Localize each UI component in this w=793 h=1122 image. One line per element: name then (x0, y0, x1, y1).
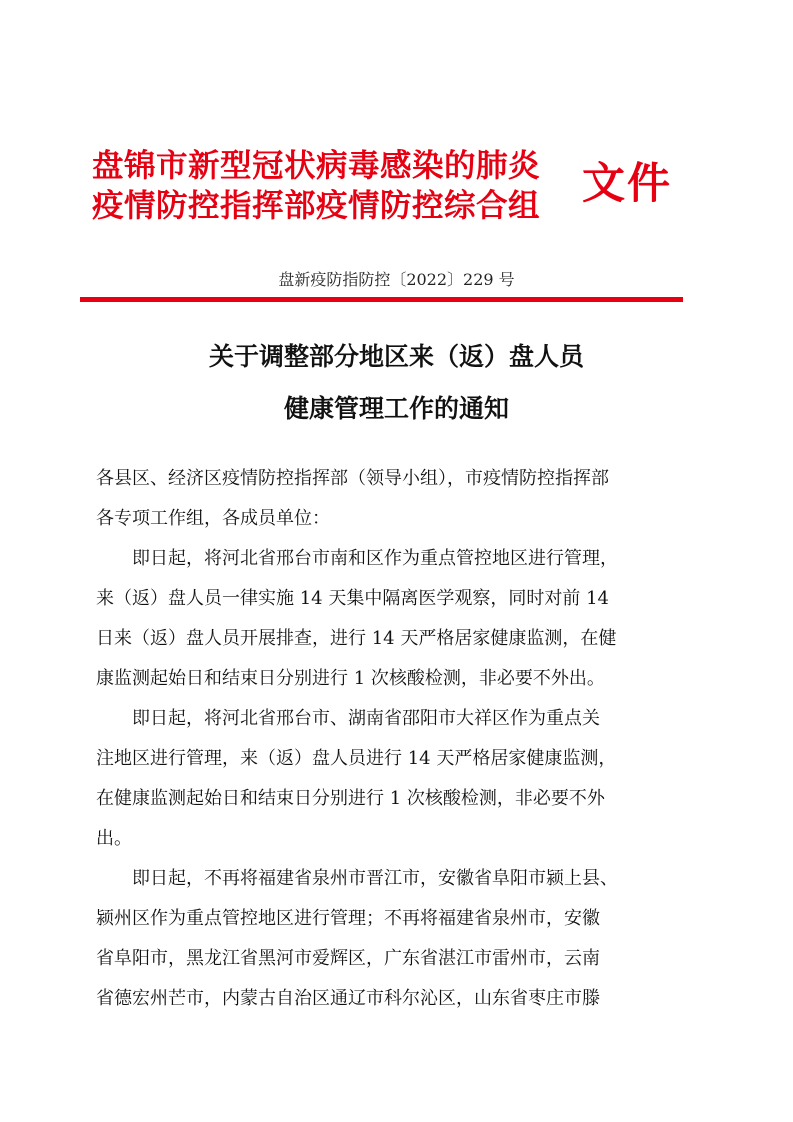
document-number: 盘新疫防指防控〔2022〕229 号 (278, 270, 515, 289)
document-title-line2: 健康管理工作的通知 (283, 394, 509, 423)
issuer-name-line2: 疫情防控指挥部疫情防控综合组 (92, 188, 541, 224)
body-line: 各县区、经济区疫情防控指挥部（领导小组），市疫情防控指挥部 (96, 468, 609, 489)
body-line: 来（返）盘人员一律实施 14 天集中隔离医学观察，同时对前 14 (96, 588, 609, 609)
body-line: 康监测起始日和结束日分别进行 1 次核酸检测，非必要不外出。 (96, 668, 605, 689)
body-line: 在健康监测起始日和结束日分别进行 1 次核酸检测，非必要不外 (96, 788, 605, 809)
body-line: 省德宏州芒市，内蒙古自治区通辽市科尔沁区，山东省枣庄市滕 (96, 988, 600, 1009)
body-line: 出。 (96, 828, 132, 849)
body-line: 各专项工作组，各成员单位： (96, 508, 330, 529)
issuer-name-line1: 盘锦市新型冠状病毒感染的肺炎 (92, 148, 541, 184)
body-line: 即日起，将河北省邢台市南和区作为重点管控地区进行管理， (96, 548, 618, 569)
body-line: 日来（返）盘人员开展排查，进行 14 天严格居家健康监测，在健 (96, 628, 617, 649)
body-line: 即日起，不再将福建省泉州市晋江市，安徽省阜阳市颍上县、 (96, 868, 618, 889)
body-line: 颍州区作为重点管控地区进行管理；不再将福建省泉州市，安徽 (96, 908, 600, 929)
body-line: 即日起，将河北省邢台市、湖南省邵阳市大祥区作为重点关 (96, 708, 600, 729)
header-red-rule (80, 297, 683, 302)
body-line: 省阜阳市，黑龙江省黑河市爱辉区，广东省湛江市雷州市，云南 (96, 948, 600, 969)
document-type-label: 文件 (582, 159, 672, 209)
document-title-line1: 关于调整部分地区来（返）盘人员 (208, 342, 584, 371)
body-line: 注地区进行管理，来（返）盘人员进行 14 天严格居家健康监测， (96, 748, 617, 769)
